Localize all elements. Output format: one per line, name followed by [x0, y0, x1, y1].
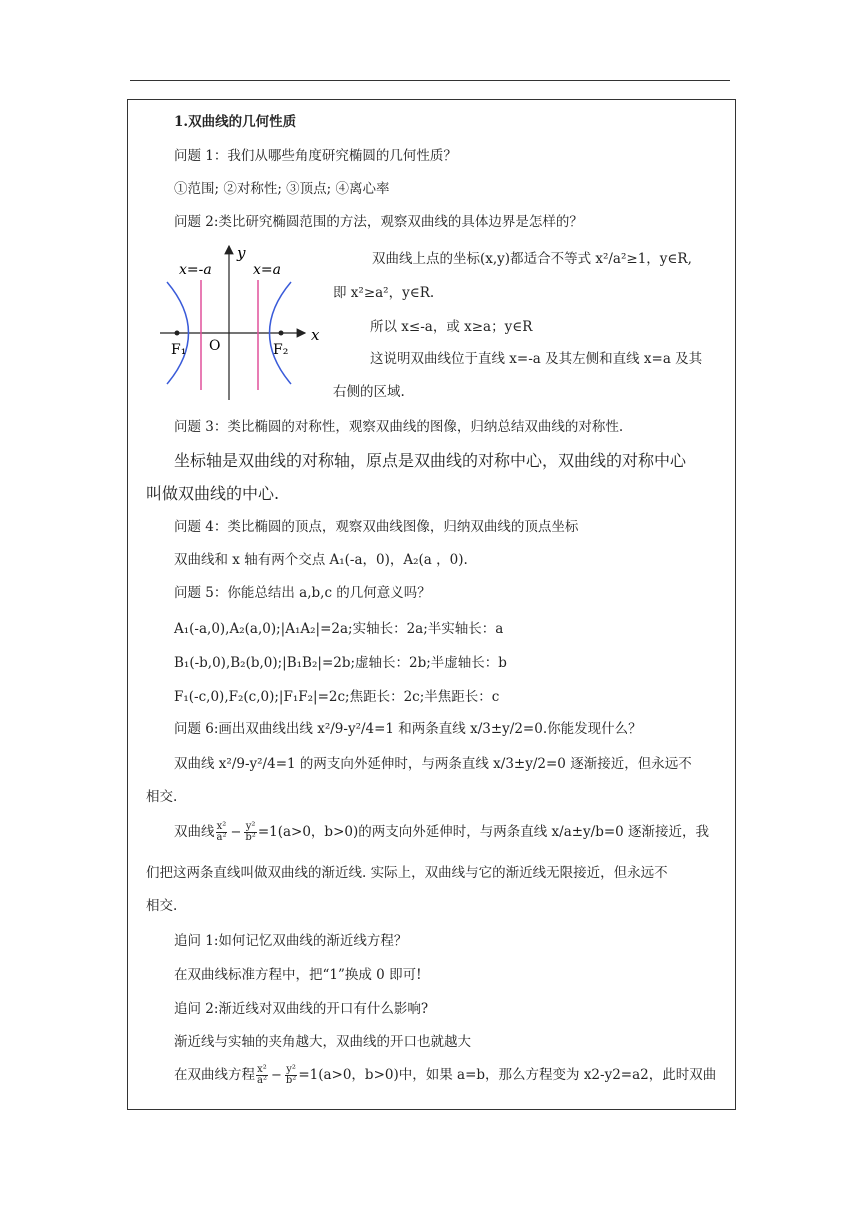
q5-line-c: F₁(-c,0),F₂(c,0);|F₁F₂|=2c;焦距长：2c;半焦距长：c — [174, 689, 500, 705]
q6-answer-line-2: 相交. — [146, 789, 178, 805]
left-line-label: x=-a — [179, 262, 212, 278]
focus-f2-point — [279, 331, 284, 336]
question-3: 问题 3：类比椭圆的对称性，观察双曲线的图像，归纳总结双曲线的对称性. — [174, 419, 624, 435]
question-5: 问题 5：你能总结出 a,b,c 的几何意义吗？ — [174, 585, 431, 601]
y-axis-label: y — [237, 244, 246, 262]
asymptote-line-1: 双曲线 $\frac{\text{x²}}{\text{a²}}$ − $\frac{\text{y²}}{\text{b²}}$ =1(a>0，b>0)的两支向外延伸时，与两条直线 x/a±y/b=0 逐渐接近，我 — [174, 821, 710, 843]
question-4-answer: 双曲线和 x 轴有两个交点 A₁(-a，0)，A₂(a ，0). — [174, 552, 468, 568]
asymptote-suffix: =1(a>0，b>0)的两支向外延伸时，与两条直线 x/a±y/b=0 逐渐接近，我 — [257, 824, 710, 840]
question-1: 问题 1：我们从哪些角度研究椭圆的几何性质？ — [174, 148, 457, 164]
q3-answer-line-1: 坐标轴是双曲线的对称轴，原点是双曲线的对称中心，双曲线的对称中心 — [174, 451, 687, 470]
q2-text-line-2: 即 x²≥a²，y∈R. — [333, 285, 435, 301]
question-1-answer: ①范围; ②对称性; ③顶点; ④离心率 — [174, 181, 390, 197]
q2-text-line-5: 右侧的区域. — [333, 384, 405, 400]
follow-up-2-answer: 渐近线与实轴的夹角越大，双曲线的开口也就越大 — [174, 1034, 471, 1050]
asymptote-prefix: 双曲线 — [174, 824, 215, 840]
hyperbola-figure — [155, 240, 325, 405]
follow-up-2: 追问 2:渐近线对双曲线的开口有什么影响? — [174, 1001, 429, 1017]
question-4: 问题 4：类比椭圆的顶点，观察双曲线图像，归纳双曲线的顶点坐标 — [174, 519, 579, 535]
header-rule — [130, 80, 730, 81]
question-2: 问题 2:类比研究椭圆范围的方法，观察双曲线的具体边界是怎样的？ — [174, 214, 583, 230]
q3-answer-line-2: 叫做双曲线的中心. — [146, 484, 280, 503]
f1-label: F₁ — [171, 342, 187, 358]
q5-line-a: A₁(-a,0),A₂(a,0);|A₁A₂|=2a;实轴长：2a;半实轴长：a — [174, 621, 504, 637]
right-line-label: x=a — [253, 262, 281, 278]
fraction-y2-b2: $\frac{\text{y²}}{\text{b²}}$ — [245, 821, 256, 843]
q2-text-line-3: 所以 x≤-a，或 x≥a；y∈R — [370, 319, 533, 335]
follow-up-1-answer: 在双曲线标准方程中，把“1”换成 0 即可! — [174, 967, 422, 983]
fraction-y2-b2-2: $\frac{\text{y²}}{\text{b²}}$ — [285, 1064, 297, 1086]
fraction-x2-a2: $\frac{\text{x²}}{\text{a²}}$ — [216, 821, 227, 843]
fraction-x2-a2-2: $\frac{\text{x²}}{\text{a²}}$ — [257, 1064, 267, 1086]
focus-f1-point — [175, 331, 180, 336]
q5-line-b: B₁(-b,0),B₂(b,0);|B₁B₂|=2b;虚轴长：2b;半虚轴长：b — [174, 655, 507, 671]
last-prefix: 在双曲线方程 — [174, 1067, 255, 1083]
question-6: 问题 6:画出双曲线出线 x²/9-y²/4=1 和两条直线 x/3±y/2=0.你能发现什么？ — [174, 721, 642, 737]
asymptote-line-2: 们把这两条直线叫做双曲线的渐近线. 实际上，双曲线与它的渐近线无限接近，但永远不 — [146, 865, 668, 881]
last-line: 在双曲线方程 $\frac{\text{x²}}{\text{a²}}$ − $\frac{\text{y²}}{\text{b²}}$ =1(a>0，b>0)中，如果 a=b，那么方程变为 x2-y2=a2，此时双曲 — [174, 1064, 717, 1086]
last-suffix: =1(a>0，b>0)中，如果 a=b，那么方程变为 x2-y2=a2，此时双曲 — [298, 1067, 717, 1083]
x-axis-label: x — [311, 326, 320, 344]
origin-label: O — [209, 338, 221, 354]
follow-up-1: 追问 1:如何记忆双曲线的渐近线方程？ — [174, 933, 408, 949]
asymptote-line-3: 相交. — [146, 898, 178, 914]
section-title: 1.双曲线的几何性质 — [174, 114, 297, 130]
f2-label: F₂ — [273, 342, 289, 358]
q2-text-line-4: 这说明双曲线位于直线 x=-a 及其左侧和直线 x=a 及其 — [370, 351, 703, 367]
q2-text-line-1: 双曲线上点的坐标(x,y)都适合不等式 x²/a²≥1，y∈R, — [372, 251, 692, 267]
q6-answer-line-1: 双曲线 x²/9-y²/4=1 的两支向外延伸时，与两条直线 x/3±y/2=0 逐渐接近，但永远不 — [174, 756, 692, 772]
